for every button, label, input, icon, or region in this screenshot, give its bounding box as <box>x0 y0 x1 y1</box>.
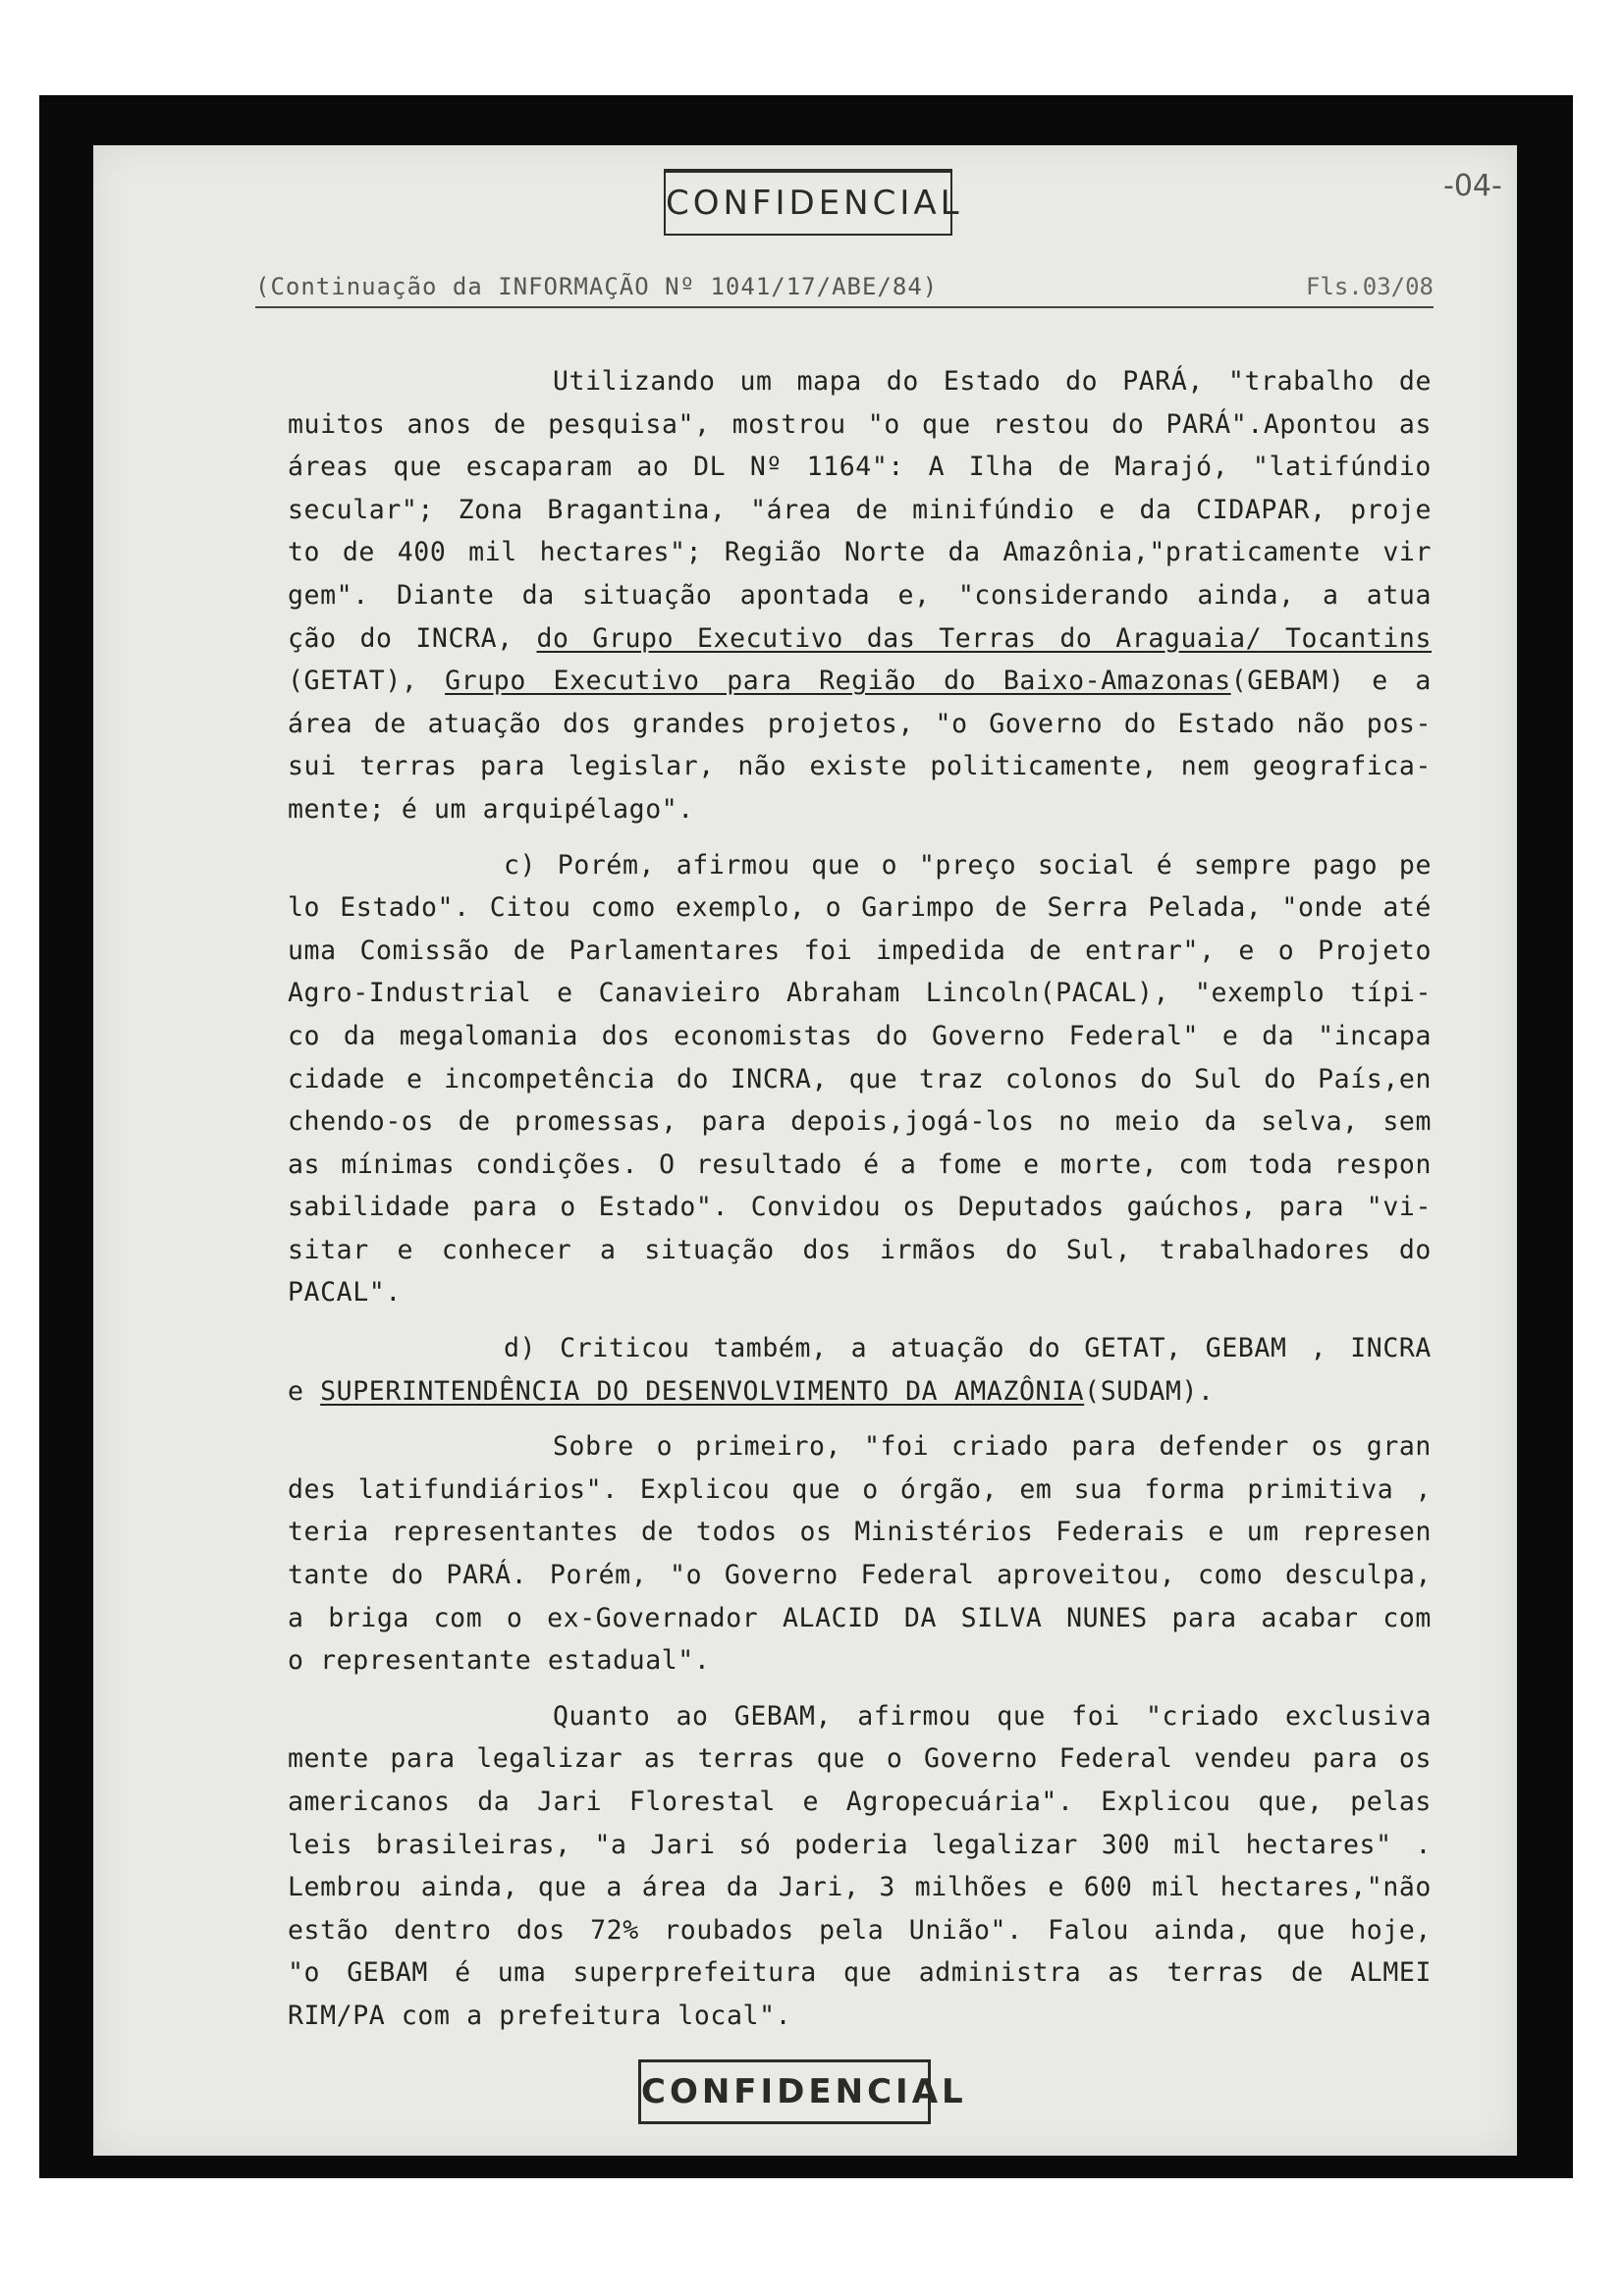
text-line: lo Estado". Citou como exemplo, o Garimpo de Serra Pelada, "onde até <box>288 892 1432 924</box>
text-line: chendo-os de promessas, para depois,jogá-los no meio da selva, sem <box>288 1106 1432 1138</box>
document-body <box>288 360 1432 2038</box>
text-line: co da megalomania dos economistas do Governo Federal" e da "incapa <box>288 1020 1432 1051</box>
header-folio: Fls.03/08 <box>1305 273 1434 300</box>
text-line: Quanto ao GEBAM, afirmou que foi "criado exclusiva <box>553 1700 1432 1732</box>
text-line: a briga com o ex-Governador ALACID DA SILVA NUNES para acabar com <box>288 1602 1432 1633</box>
classification-stamp-top: CONFIDENCIAL <box>664 169 952 236</box>
continuation-header <box>255 273 1434 308</box>
classification-stamp-bottom: CONFIDENCIAL <box>638 2059 931 2124</box>
paragraph <box>288 1327 1432 1413</box>
text-line: secular"; Zona Bragantina, "área de minifúndio e da CIDAPAR, proje <box>288 494 1432 525</box>
underlined-phrase: Grupo Executivo para Região do Baixo-Amazonas <box>445 666 1231 697</box>
text-line: to de 400 mil hectares"; Região Norte da Amazônia,"praticamente vir <box>288 537 1432 568</box>
text-line: d) Criticou também, a atuação do GETAT, GEBAM , INCRA <box>504 1333 1432 1364</box>
text-line: teria representantes de todos os Ministérios Federais e um represen <box>288 1517 1432 1548</box>
text-line: uma Comissão de Parlamentares foi impedida de entrar", e o Projeto <box>288 934 1432 966</box>
text-line: Utilizando um mapa do Estado do PARÁ, "trabalho de <box>553 366 1432 397</box>
text-line: "o GEBAM é uma superprefeitura que administra as terras de ALMEI <box>288 1957 1432 1989</box>
text-line: americanos da Jari Florestal e Agropecuária". Explicou que, pelas <box>288 1787 1432 1817</box>
paragraph <box>288 1695 1432 2038</box>
text-line: estão dentro dos 72% roubados pela União". Falou ainda, que hoje, <box>288 1914 1432 1946</box>
paragraph-gap <box>288 1682 1432 1695</box>
text-line: sabilidade para o Estado". Convidou os Deputados gaúchos, para "vi- <box>288 1192 1432 1223</box>
text-line: e SUPERINTENDÊNCIA DO DESENVOLVIMENTO DA AMAZÔNIA(SUDAM). <box>288 1375 1215 1407</box>
text-line: sitar e conhecer a situação dos irmãos do Sul, trabalhadores do <box>288 1234 1432 1265</box>
text-line: c) Porém, afirmou que o "preço social é sempre pago pe <box>504 849 1432 881</box>
paragraph-gap <box>288 1314 1432 1327</box>
paragraph-gap <box>288 1413 1432 1425</box>
text-line: as mínimas condições. O resultado é a fome e morte, com toda respon <box>288 1148 1432 1180</box>
text-line: des latifundiários". Explicou que o órgão, em sua forma primitiva , <box>288 1473 1432 1505</box>
text-line: Agro-Industrial e Canavieiro Abraham Lincoln(PACAL), "exemplo típi- <box>288 978 1432 1009</box>
text-line: sui terras para legislar, não existe politicamente, nem geografica- <box>288 751 1432 782</box>
paragraph <box>288 360 1432 831</box>
text-line: cidade e incompetência do INCRA, que traz colonos do Sul do País,en <box>288 1063 1432 1095</box>
text-line: área de atuação dos grandes projetos, "o Governo do Estado não pos- <box>288 708 1432 739</box>
text-line: o representante estadual". <box>288 1645 711 1677</box>
page-number: -04- <box>1443 169 1502 203</box>
text-line: áreas que escaparam ao DL Nº 1164": A Ilha de Marajó, "latifúndio <box>288 452 1432 483</box>
text-line: RIM/PA com a prefeitura local". <box>288 2000 792 2031</box>
paragraph <box>288 844 1432 1315</box>
text-line: mente para legalizar as terras que o Governo Federal vendeu para os <box>288 1743 1432 1775</box>
text-line: ção do INCRA, do Grupo Executivo das Terras do Araguaia/ Tocantins <box>288 622 1432 654</box>
text-line: Lembrou ainda, que a área da Jari, 3 milhões e 600 mil hectares,"não <box>288 1872 1432 1903</box>
text-line: Sobre o primeiro, "foi criado para defender os gran <box>553 1431 1432 1463</box>
text-line: PACAL". <box>288 1277 402 1308</box>
text-line: (GETAT), Grupo Executivo para Região do Baixo-Amazonas(GEBAM) e a <box>288 666 1432 697</box>
text-line: muitos anos de pesquisa", mostrou "o que restou do PARÁ".Apontou as <box>288 408 1432 440</box>
underlined-phrase: SUPERINTENDÊNCIA DO DESENVOLVIMENTO DA AMAZÔNIA <box>320 1375 1085 1407</box>
paragraph <box>288 1425 1432 1682</box>
text-line: mente; é um arquipélago". <box>288 793 694 825</box>
paragraph-gap <box>288 831 1432 844</box>
text-line: gem". Diante da situação apontada e, "considerando ainda, a atua <box>288 579 1432 611</box>
text-line: leis brasileiras, "a Jari só poderia legalizar 300 mil hectares" . <box>288 1829 1432 1860</box>
header-reference: (Continuação da INFORMAÇÃO Nº 1041/17/ABE/84) <box>255 273 939 300</box>
text-line: tante do PARÁ. Porém, "o Governo Federal aproveitou, como desculpa, <box>288 1560 1432 1591</box>
underlined-phrase: do Grupo Executivo das Terras do Araguaia/ Tocantins <box>536 622 1432 654</box>
